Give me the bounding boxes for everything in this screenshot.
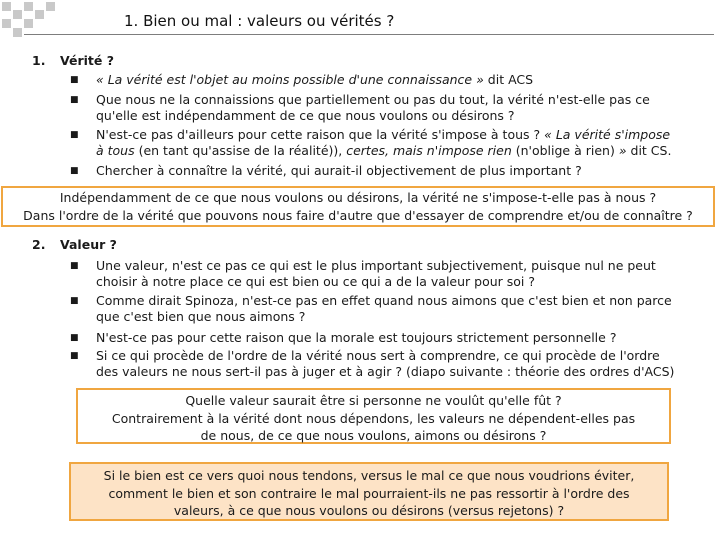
title-divider [24, 34, 714, 35]
item-line: Si ce qui procède de l'ordre de la vérité nous sert à comprendre, ce qui procède de l'ordre [96, 348, 660, 363]
question-box-truth [1, 186, 715, 227]
section-1-heading [32, 53, 114, 68]
quote-cs: certes, mais n'impose rien [346, 143, 512, 158]
section-2-item-4 [96, 348, 674, 380]
item-line: choisir à notre place ce qui est bien ou ce qui a de la valeur pour soi ? [96, 274, 535, 289]
item-line [96, 127, 671, 143]
bullet-icon: ■ [70, 95, 79, 105]
box-line: Si le bien est ce vers quoi nous tendons, versus le mal ce que nous voudrions éviter, [103, 468, 635, 483]
item-line: Une valeur, n'est ce pas ce qui est le plus important subjectivement, puisque nul ne peut [96, 258, 656, 273]
quote-close: » [618, 143, 627, 158]
bullet-icon: ■ [70, 75, 79, 85]
box-line: valeurs, à ce que nous voulons ou désirons (versus rejetons) ? [173, 503, 565, 518]
item-text: N'est-ce pas d'ailleurs pour cette raison que la vérité s'impose à tous ? [96, 127, 545, 142]
box-line: Contrairement à la vérité dont nous dépendons, les valeurs ne dépendent-elles pas [111, 410, 636, 426]
bullet-icon: ■ [70, 296, 79, 306]
section-2-item-3 [96, 330, 616, 346]
section-1-item-3 [96, 127, 671, 159]
bullet-icon: ■ [70, 333, 79, 343]
item-line: des valeurs ne nous sert-il pas à juger et à agir ? (diapo suivante : théorie des ordres d'ACS) [96, 364, 675, 379]
section-2-item-2 [96, 293, 672, 325]
section-1-title: Vérité ? [60, 53, 114, 68]
box-line: Quelle valeur saurait être si personne ne voulût qu'elle fût ? [185, 393, 562, 408]
bullet-icon: ■ [70, 261, 79, 271]
item-text: (en tant qu'assise de la réalité)), [134, 143, 347, 158]
box-line: Indépendamment de ce que nous voulons ou désirons, la vérité ne s'impose-t-elle pas à nous ? [59, 190, 657, 205]
item-line [96, 143, 671, 159]
section-1-number: 1. [32, 53, 46, 68]
item-line: qu'elle est indépendamment de ce que nous voulons ou désirons ? [96, 108, 515, 123]
bullet-icon: ■ [70, 351, 79, 361]
attribution: dit ACS [483, 72, 534, 87]
quote-cs: « La vérité s'impose [544, 127, 671, 142]
item-line: que c'est bien que nous aimons ? [96, 309, 306, 324]
attribution: dit CS. [626, 143, 672, 158]
box-line: Dans l'ordre de la vérité que pouvons nous faire d'autre que d'essayer de comprendre et/ou de connaître ? [23, 207, 693, 223]
quote-cs: à tous [96, 143, 135, 158]
section-2-item-1 [96, 258, 656, 290]
bullet-icon: ■ [70, 166, 79, 176]
question-box-good-evil [69, 462, 669, 521]
bullet-icon: ■ [70, 130, 79, 140]
section-2-heading [32, 237, 117, 252]
section-1-item-1 [96, 72, 533, 88]
box-line: de nous, de ce que nous voulons, aimons ou désirons ? [200, 428, 547, 443]
section-2-number: 2. [32, 237, 46, 252]
question-box-values [76, 388, 671, 444]
item-text: (n'oblige à rien) [511, 143, 619, 158]
item-line: Que nous ne la connaissions que partiellement ou pas du tout, la vérité n'est-elle pas ce [96, 92, 650, 107]
item-line: N'est-ce pas pour cette raison que la morale est toujours strictement personnelle ? [96, 330, 617, 345]
item-line: Chercher à connaître la vérité, qui aurait-il objectivement de plus important ? [96, 163, 582, 178]
section-1-item-4 [96, 163, 582, 179]
section-1-item-2 [96, 92, 650, 124]
box-line: comment le bien et son contraire le mal pourraient-ils ne pas ressortir à l'ordre des [108, 485, 630, 501]
slide-title: 1. Bien ou mal : valeurs ou vérités ? [124, 12, 395, 30]
item-line: Comme dirait Spinoza, n'est-ce pas en effet quand nous aimons que c'est bien et non parce [96, 293, 672, 308]
section-2-title: Valeur ? [60, 237, 117, 252]
quote-acs: « La vérité est l'objet au moins possible d'une connaissance » [96, 72, 484, 87]
